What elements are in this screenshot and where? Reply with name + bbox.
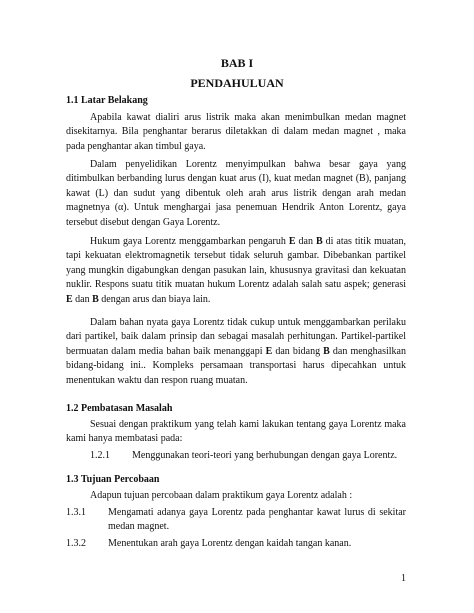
field-symbol: E [288, 236, 296, 247]
field-symbol: E [265, 345, 273, 357]
list-item-text: Menentukan arah gaya Lorentz dengan kaidah tangan kanan. [108, 538, 352, 549]
list-item-number: 1.3.2 [66, 538, 86, 549]
paragraph-2 [66, 158, 406, 230]
paragraph-4 [66, 316, 406, 388]
section-heading-latar-belakang: 1.1 Latar Belakang [66, 95, 148, 106]
paragraph-1 [66, 111, 406, 154]
field-symbol: B [315, 236, 323, 247]
list-item-1-3-2 [66, 537, 406, 551]
paragraph-2-text: Dalam penyelidikan Lorentz menyimpulkan bahwa besar gaya yang ditimbulkan berbanding lurus dengan kuat arus (I), kuat medan magnet (B), panjang kawat (L) dan sudut yang dibentuk oleh arah arus listrik dengan arah medan magnetnya (α). Untuk menghargai jasa penemuan Hendrik Anton Lorentz, gaya tersebut disebut dengan Gaya Lorentz. [66, 159, 406, 228]
list-item-text: Mengamati adanya gaya Lorentz pada penghantar kawat lurus di sekitar medan magnet. [108, 507, 406, 533]
section-heading-tujuan-percobaan: 1.3 Tujuan Percobaan [66, 474, 160, 485]
paragraph-3-text: Hukum gaya Lorentz menggambarkan pengaruh E dan B di atas titik muatan, tapi kekuatan elektromagnetik tersebut tidak seluruh gambar. Dibebankan partikel yang mungkin digabungkan dengan pasukan lain, khususnya gravitasi dan kekuatan nuklir. Respons suatu titik muatan hukum Lorentz adalah salah satu aspek; generasi E dan B dengan arus dan biaya lain. [66, 236, 406, 305]
list-item-number: 1.3.1 [66, 507, 86, 518]
chapter-title: PENDAHULUAN [190, 76, 284, 90]
field-symbol: B [92, 293, 99, 305]
list-item-number: 1.2.1 [90, 450, 110, 461]
page-number: 1 [401, 573, 406, 584]
paragraph-5-text: Sesuai dengan praktikum yang telah kami lakukan tentang gaya Lorentz maka kami hanya membatasi pada: [66, 419, 406, 445]
field-symbol: E [66, 293, 73, 305]
section-heading-pembatasan-masalah: 1.2 Pembatasan Masalah [66, 403, 173, 414]
paragraph-6-text: Adapun tujuan percobaan dalam praktikum gaya Lorentz adalah : [90, 490, 353, 501]
paragraph-3 [66, 235, 406, 307]
paragraph-5 [66, 418, 406, 447]
paragraph-6 [66, 489, 406, 503]
chapter-label: BAB I [220, 56, 254, 70]
paragraph-4-text: Dalam bahan nyata gaya Lorentz tidak cukup untuk menggambarkan perilaku dari partikel, baik dalam prinsip dan sebagai masalah perhitungan. Partikel-partikel bermuatan dalam media bahan baik menanggapi E dan bidang B dan menghasilkan bidang-bidang ini.. Kompleks persamaan transportasi harus dipecahkan untuk menentukan waktu dan respon ruang muatan. [66, 317, 407, 386]
list-item-1-3-1 [66, 506, 406, 535]
field-symbol: B [323, 345, 330, 357]
paragraph-1-text: Apabila kawat dialiri arus listrik maka akan menimbulkan medan magnet disekitarnya. Bila penghantar berarus diletakkan di dalam medan magnet , maka pada penghantar akan timbul gaya. [66, 112, 406, 152]
list-item-1-2-1 [90, 449, 406, 463]
list-item-text: Menggunakan teori-teori yang berhubungan dengan gaya Lorentz. [132, 450, 398, 461]
